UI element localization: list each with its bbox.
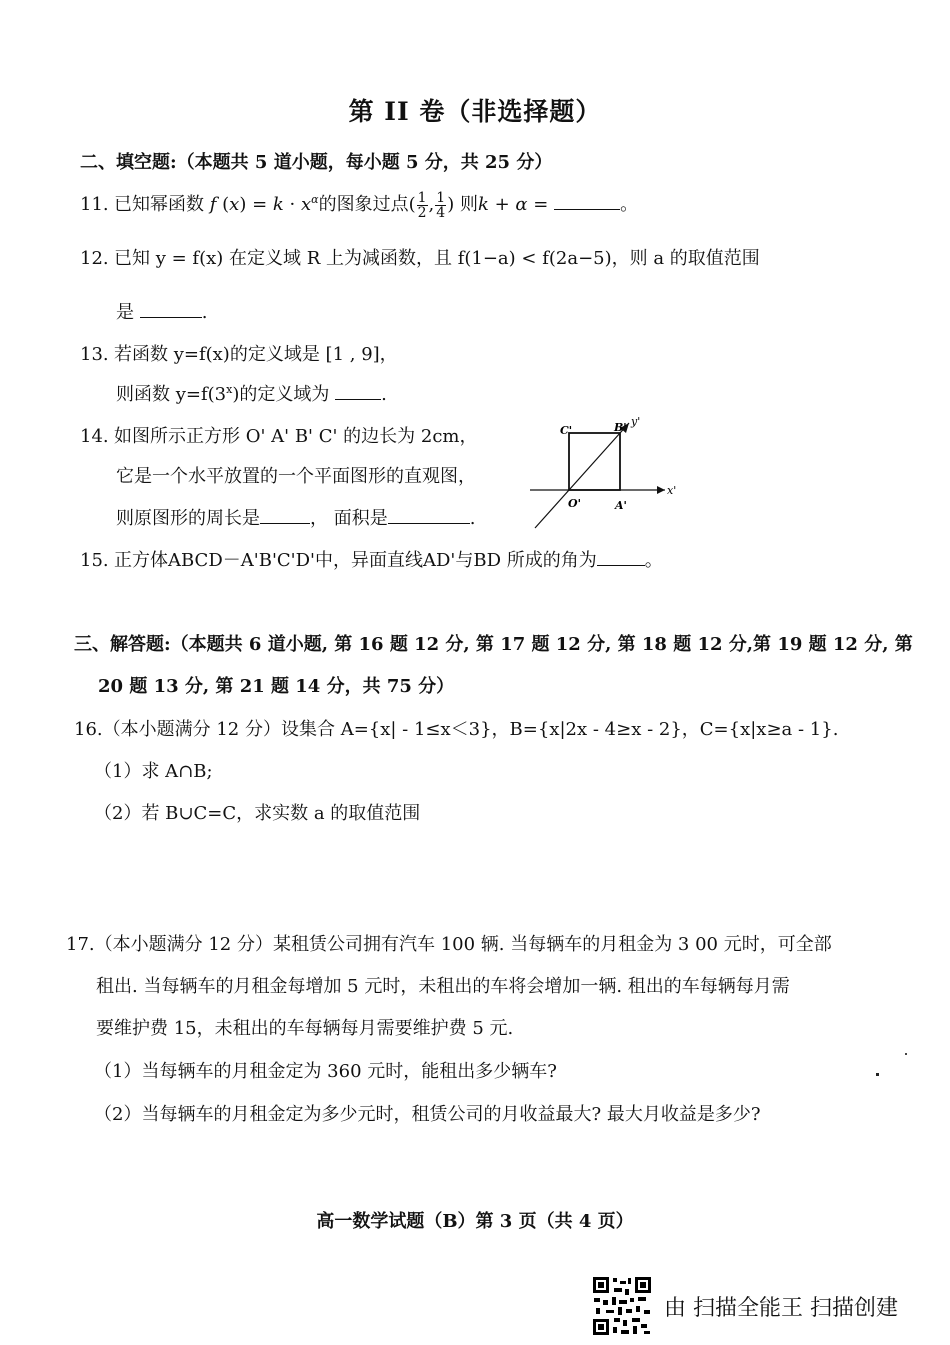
q14-text: 如图所示正方形 O' A' B' C' 的边长为 2cm， bbox=[114, 426, 478, 447]
page-footer: 高一数学试题（B）第 3 页（共 4 页） bbox=[316, 1211, 634, 1232]
page-title: 第 II 卷（非选择题） bbox=[348, 97, 602, 126]
q11-expression: k + α = bbox=[477, 194, 549, 215]
question-17-part2: （2）当每辆车的月租金定为多少元时，租赁公司的月收益最大? 最大月收益是多少? bbox=[94, 1104, 761, 1125]
answer-blank-12 bbox=[140, 301, 202, 318]
q11-text-mid: 的图象过点 bbox=[318, 194, 409, 215]
question-number: 11. bbox=[80, 194, 109, 215]
question-12: 12. 已知 y = f(x) 在定义域 R 上为减函数，且 f(1−a) < f(2a−5)，则 a 的取值范围 bbox=[80, 248, 760, 269]
question-16-part2: （2）若 B∪C=C，求实数 a 的取值范围 bbox=[94, 803, 421, 824]
answer-blank-14b bbox=[388, 507, 470, 524]
question-14: 14. 如图所示正方形 O' A' B' C' 的边长为 2cm， bbox=[80, 426, 478, 447]
q12-text: 已知 y = f(x) 在定义域 R 上为减函数，且 f(1−a) < f(2a−5)，则 a 的取值范围 bbox=[114, 248, 760, 269]
answer-blank-13 bbox=[335, 383, 381, 400]
section-solve-heading: 三、解答题:（本题共 6 道小题, 第 16 题 12 分, 第 17 题 12 分, 第 18 题 12 分,第 19 题 12 分, 第 bbox=[74, 634, 913, 655]
label-c: C' bbox=[560, 424, 573, 437]
question-13-line2: 则函数 $y=f(3^x)$的定义域为 . bbox=[116, 383, 387, 405]
scan-speck bbox=[876, 1073, 879, 1076]
question-15: 15. 正方体ABCD－A'B'C'D'中，异面直线AD'与BD 所成的角为 。 bbox=[80, 550, 663, 571]
question-14-line3: 则原图形的周长是 ， 面积是 . bbox=[116, 508, 476, 529]
q11-formula: f bbox=[209, 194, 217, 215]
question-12-line2: 是 . bbox=[116, 302, 208, 323]
qr-code-icon bbox=[592, 1276, 652, 1336]
answer-blank-15 bbox=[597, 549, 645, 566]
scan-speck bbox=[905, 1053, 907, 1055]
label-o: O' bbox=[568, 497, 581, 510]
answer-blank-11 bbox=[554, 193, 620, 210]
section-fill-in-heading: 二、填空题:（本题共 5 道小题，每小题 5 分，共 25 分） bbox=[80, 152, 553, 173]
fraction-1-4: $\frac{1}{4}$ bbox=[436, 189, 446, 221]
x-axis-arrow bbox=[657, 486, 665, 494]
question-16: 16.（本小题满分 12 分）设集合 A={x| - 1≤x＜3}，B={x|2x - 4≥x - 2}，C={x|x≥a - 1}. bbox=[74, 719, 839, 740]
scanner-watermark: 由 扫描全能王 扫描创建 bbox=[664, 1296, 898, 1321]
q15-text: 正方体ABCD－A'B'C'D'中，异面直线AD'与BD 所成的角为 bbox=[114, 550, 597, 571]
answer-blank-14a bbox=[260, 507, 310, 524]
label-a: A' bbox=[615, 499, 627, 512]
label-b: B' bbox=[614, 421, 627, 434]
question-17-line2: 租出. 当每辆车的月租金每增加 5 元时，未租出的车将会增加一辆. 租出的车每辆每月需 bbox=[96, 976, 790, 997]
question-17-line3: 要维护费 15，未租出的车每辆每月需要维护费 5 元. bbox=[96, 1018, 514, 1039]
q13-text: 若函数 y=f(x)的定义域是 [1 , 9]， bbox=[114, 344, 398, 365]
question-17: 17.（本小题满分 12 分）某租赁公司拥有汽车 100 辆. 当每辆车的月租金为 3 00 元时，可全部 bbox=[66, 934, 832, 955]
question-17-part1: （1）当每辆车的月租金定为 360 元时，能租出多少辆车? bbox=[94, 1061, 557, 1082]
q11-text: 已知幂函数 bbox=[114, 194, 204, 215]
section-solve-heading-2: 20 题 13 分, 第 21 题 14 分，共 75 分） bbox=[98, 676, 455, 697]
question-16-part1: （1）求 A∩B; bbox=[94, 761, 213, 782]
label-y: y' bbox=[631, 415, 641, 428]
question-11: 11. 已知幂函数 f $(x) = k \cdot x^\alpha$的图象过点( $\frac{1}{2}$ , $\frac{1}{4}$ ) 则k + α = 。 bbox=[80, 189, 639, 221]
square-diagram bbox=[525, 415, 675, 535]
y-axis bbox=[535, 423, 629, 528]
label-x: x' bbox=[667, 484, 677, 497]
fraction-1-2: $\frac{1}{2}$ bbox=[417, 189, 427, 221]
question-13: 13. 若函数 y=f(x)的定义域是 [1 , 9]， bbox=[80, 344, 398, 365]
question-14-line2: 它是一个水平放置的一个平面图形的直观图， bbox=[116, 466, 476, 487]
